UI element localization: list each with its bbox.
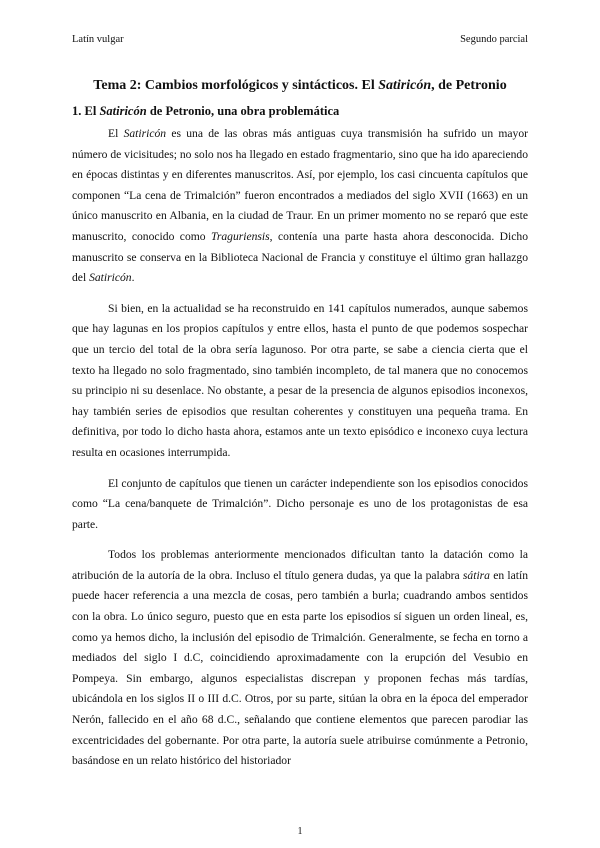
page-header xyxy=(72,34,528,45)
document-body xyxy=(72,124,528,782)
p4-text-a: Todos los problemas anteriormente mencionados dificultan tanto la datación como la atribución de la autoría de la obra. Incluso el título genera dudas, ya que la palabra xyxy=(72,548,528,582)
paragraph-3: El conjunto de capítulos que tienen un carácter independiente son los episodios conocidos como “La cena/banquete de Trimalción”. Dicho personaje es uno de los protagonistas de esa parte. xyxy=(72,476,528,531)
header-course: Latín vulgar xyxy=(72,34,124,45)
section-italic: Satiricón xyxy=(99,104,147,118)
p1-text-a: El xyxy=(108,127,124,140)
section-prefix: 1. El xyxy=(72,104,100,118)
section-suffix: de Petronio, una obra problemática xyxy=(146,104,340,118)
title-italic: Satiricón xyxy=(378,78,432,93)
header-exam: Segundo parcial xyxy=(460,34,528,45)
page-number: 1 xyxy=(297,826,303,837)
p1-italic-d: Traguriensis xyxy=(211,229,270,243)
document-title xyxy=(72,78,528,94)
p1-text-e: , contenía una parte hasta ahora desconocida. Dicho manuscrito se conserva en la Biblioteca Nacional de Francia y constituye el último gran hallazgo del xyxy=(72,229,529,285)
p4-italic-b: sátira xyxy=(462,568,490,582)
title-prefix: Tema 2: Cambios morfológicos y sintácticos. El xyxy=(93,78,379,93)
p1-text-c: es una de las obras más antiguas cuya transmisión ha sufrido un mayor número de vicisitudes; no solo nos ha llegado en estado fragmentario, sino que ha ido apareciendo en épocas distintas y en diferentes manuscritos. Así, por ejemplo, los casi cincuenta capítulos que componen “La cena de Trimalción” fueron encontrados a mediados del siglo XVII (1663) en un único manuscrito en Albania, en la ciudad de Traur. En un primer momento no se reparó que este manuscrito, conocido como xyxy=(72,127,529,243)
p4-text-c: en latín puede hacer referencia a una mezcla de cosas, pero también a burla; cuadrando ambos sentidos con la obra. Lo único seguro, puesto que en esta parte los episodios sí siguen un orden lineal, es, como ya hemos dicho, la inclusión del episodio de Trimalción. Generalmente, se fecha en torno a mediados del siglo I d.C, coincidiendo aproximadamente con la erupción del Vesubio en Pompeya. Sin embargo, algunos especialistas discrepan y proponen fechas más tardías, ubicándola en los siglos II o III d.C. Otros, por su parte, sitúan la obra en la época del emperador Nerón, fallecido en el año 68 d.C., señalando que contiene elementos que parecen parodiar las excentricidades del gobernante. Por otra parte, la autoría suele atribuirse comúnmente a Petronio, basándose en un relato histórico del historiador xyxy=(72,568,528,768)
paragraph-2: Si bien, en la actualidad se ha reconstruido en 141 capítulos numerados, aunque sabemos que hay lagunas en los propios capítulos y entre ellos, hasta el punto de que podemos sospechar que un tercio del total de la obra sería lagunoso. Por otra parte, se sabe a ciencia cierta que el texto ha llegado no solo fragmentado, sino también incompleto, de tal manera que no conocemos su principio ni su desenlace. No obstante, a pesar de la presencia de algunos episodios inconexos, hay también series de episodios que resultan coherentes y constituyen una pequeña trama. En definitiva, por todo lo dicho hasta ahora, estamos ante un texto episódico e inconexo cuya lectura resulta en ocasiones interrumpida. xyxy=(72,301,528,459)
title-suffix: , de Petronio xyxy=(431,78,507,93)
paragraph-1 xyxy=(72,124,528,289)
section-heading xyxy=(72,104,528,119)
p1-italic-b: Satiricón xyxy=(123,127,167,140)
paragraph-4 xyxy=(72,545,528,772)
p1-italic-f: Satiricón xyxy=(89,271,132,285)
p1-text-g: . xyxy=(131,271,135,285)
